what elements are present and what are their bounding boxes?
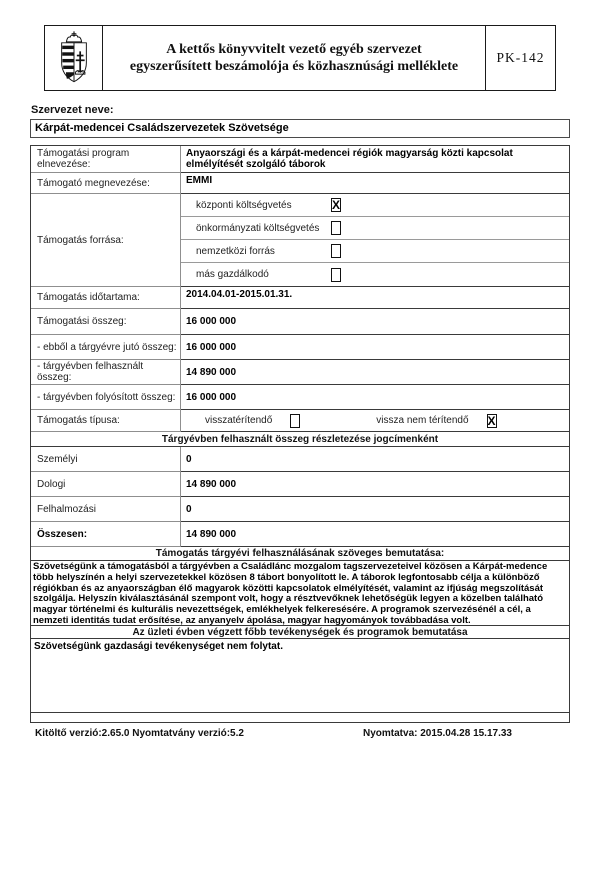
page-footer — [30, 728, 570, 739]
osszesen-label: Összesen: — [31, 522, 181, 547]
row-amount-used — [31, 360, 569, 385]
usage-text: Szövetségünk a támogatásból a tárgyévben a Családlánc mozgalom tagszervezeteivel közösen a Kárpát-medence több helyszínén a helyi szervezetekkel közösen 8 tábort bonyolított le. A táborok legfontosabb célja a különböző régiókban és az anyaországban élő magyarok közötti kapcsolatok elmélyítését, valamint az ifjúság megszolítását szolgálja. Helyszín kiválasztásánál szempont volt, hogy a résztvevőknek lehetőségük legyen a közelben található magyar történelmi és kulturális nevezettségek, emlékhelyek felkeresésére. A programok szervezésénél a cél, a nemzeti identitás tudat erősítése, az anyanyelv ápolása, magyar hagyományok továbbadása volt. — [31, 561, 569, 626]
amount-used-label: - tárgyévben felhasznált összeg: — [31, 360, 181, 385]
hungarian-coat-of-arms-icon — [55, 30, 93, 86]
dologi-value: 14 890 000 — [181, 472, 569, 497]
supporter-label: Támogató megnevezése: — [31, 173, 181, 194]
breakdown-section-header: Tárgyévben felhasznált összeg részletezése jogcímenként — [31, 432, 569, 447]
org-name-value: Kárpát-medencei Családszervezetek Szövetsége — [30, 119, 570, 138]
option-mas-gazdalkodo-label: más gazdálkodó — [196, 269, 269, 280]
amount-label: Támogatási összeg: — [31, 309, 181, 335]
checkbox-visszateritendo — [290, 414, 300, 428]
support-table — [30, 145, 570, 723]
type-label: Támogatás típusa: — [31, 410, 181, 432]
checkbox-vissza-nem-teritendo: X — [487, 413, 496, 428]
row-dologi — [31, 472, 569, 497]
osszesen-value: 14 890 000 — [181, 522, 569, 547]
checkbox-mas-gazdalkodo — [331, 268, 341, 282]
szemelyi-label: Személyi — [31, 447, 181, 472]
amount-year-value: 16 000 000 — [181, 335, 569, 360]
amount-year-label: - ebből a tárgyévre jutó összeg: — [31, 335, 181, 360]
program-value: Anyaországi és a kárpát-medencei régiók magyarság közti kapcsolat elmélyítését szolgáló táborok — [186, 148, 513, 170]
checkbox-kozponti-koltsegvetes: X — [332, 198, 341, 212]
source-label: Támogatás forrása: — [31, 194, 181, 287]
row-szemelyi — [31, 447, 569, 472]
table-bottom-gap — [31, 713, 569, 722]
supporter-value: EMMI — [181, 173, 569, 194]
szemelyi-value: 0 — [181, 447, 569, 472]
form-title-line2: egyszerűsített beszámolója és közhasznúsági melléklete — [129, 59, 459, 74]
checkbox-nemzetkozi-forras — [331, 244, 341, 258]
dologi-label: Dologi — [31, 472, 181, 497]
form-header — [44, 25, 556, 91]
usage-section-header: Támogatás tárgyévi felhasználásának szöveges bemutatása: — [31, 547, 569, 561]
row-type — [31, 410, 569, 432]
row-osszesen — [31, 522, 569, 547]
duration-value: 2014.04.01-2015.01.31. — [181, 287, 569, 309]
option-kozponti-label: központi költségvetés — [196, 199, 292, 211]
business-text: Szövetségünk gazdasági tevékenységet nem folytat. — [31, 639, 569, 713]
footer-print-timestamp: Nyomtatva: 2015.04.28 15.17.33 — [363, 728, 512, 739]
source-option-row — [181, 217, 569, 240]
option-vissza-nem-teritendo-label: vissza nem térítendő — [376, 415, 469, 426]
amount-value: 16 000 000 — [181, 309, 569, 335]
row-amount-year — [31, 335, 569, 360]
program-label: Támogatási program elnevezése: — [31, 146, 181, 173]
row-program — [31, 146, 569, 173]
source-option-row — [181, 263, 569, 286]
business-section-header: Az üzleti évben végzett főbb tevékenységek és programok bemutatása — [31, 626, 569, 639]
amount-paid-label: - tárgyévben folyósított összeg: — [31, 385, 181, 410]
emblem-cell — [45, 26, 103, 90]
form-code: PK-142 — [485, 26, 555, 90]
felhalmozasi-label: Felhalmozási — [31, 497, 181, 522]
source-option-row — [181, 240, 569, 263]
amount-paid-value: 16 000 000 — [181, 385, 569, 410]
source-option-row — [181, 194, 569, 217]
amount-used-value: 14 890 000 — [181, 360, 569, 385]
felhalmozasi-value: 0 — [181, 497, 569, 522]
row-duration — [31, 287, 569, 309]
row-amount — [31, 309, 569, 335]
duration-label: Támogatás időtartama: — [31, 287, 181, 309]
org-name-label: Szervezet neve: — [31, 104, 114, 116]
option-onkormanyzati-label: önkormányzati költségvetés — [196, 222, 320, 234]
row-source — [31, 194, 569, 287]
form-title-line1: A kettős könyvvitelt vezető egyéb szervezet — [166, 42, 422, 57]
form-page — [0, 25, 600, 874]
checkbox-onkormanyzati-koltsegvetes — [331, 221, 341, 235]
option-nemzetkozi-label: nemzetközi forrás — [196, 245, 275, 257]
form-title — [103, 26, 485, 90]
option-visszateritendo-label: visszatérítendő — [205, 415, 273, 426]
row-amount-paid — [31, 385, 569, 410]
row-supporter — [31, 173, 569, 194]
footer-version-info: Kitöltő verzió:2.65.0 Nyomtatvány verzió:5.2 — [35, 728, 244, 739]
row-felhalmozasi — [31, 497, 569, 522]
